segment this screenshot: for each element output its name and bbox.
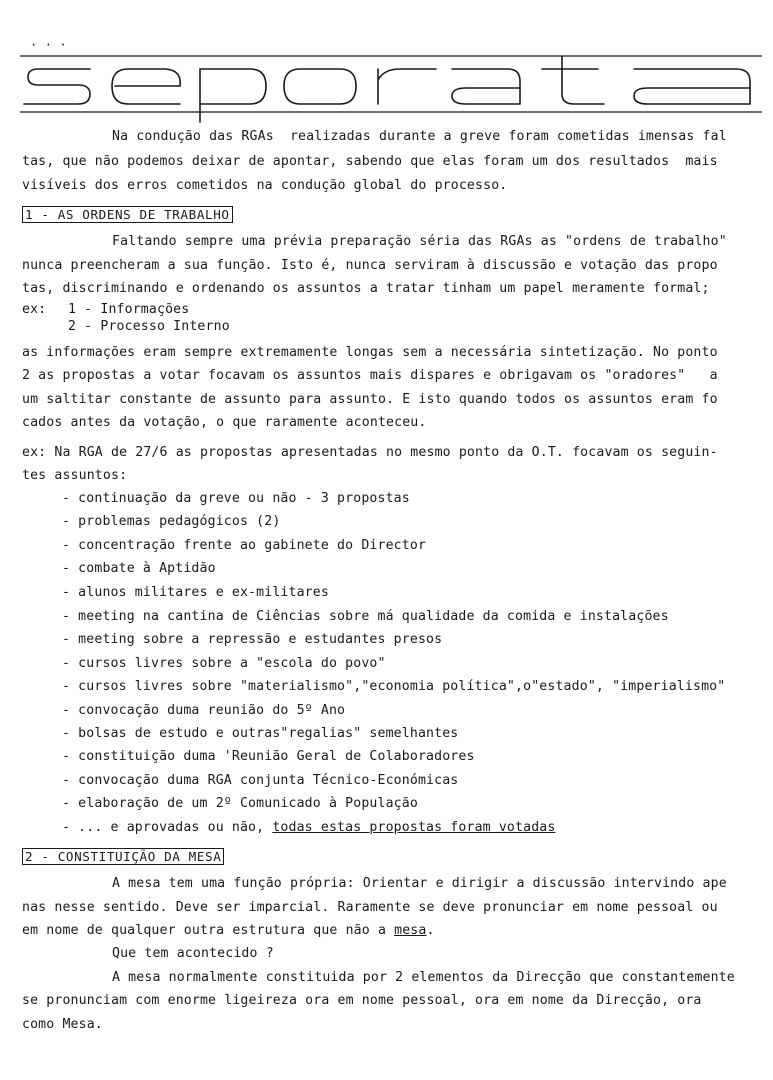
bullet-item: - combate à Aptidão — [62, 561, 216, 576]
intro-line-1: Na condução das RGAs realizadas durante a greve foram cometidas imensas fal — [112, 129, 727, 144]
intro-line-2: tas, que não podemos deixar de apontar, sabendo que elas foram um dos resultados mais — [22, 154, 718, 169]
intro-line-3: visíveis dos erros cometidos na condução global do processo. — [22, 178, 508, 193]
bullet-item: - meeting na cantina de Ciências sobre má qualidade da comida e instalações — [62, 609, 669, 624]
bullet-item: - bolsas de estudo e outras"regalias" semelhantes — [62, 726, 459, 741]
s1-para1-line-3: tas, discriminando e ordenando os assuntos a tratar tinham um papel meramente formal; — [22, 281, 710, 296]
bullet-item: - meeting sobre a repressão e estudantes presos — [62, 632, 443, 647]
bullet-item: - alunos militares e ex-militares — [62, 585, 329, 600]
s1-ex-label: ex: — [22, 302, 47, 317]
s1-ex-item-2: 2 - Processo Interno — [68, 319, 230, 334]
s1-para2-line-3: um saltitar constante de assunto para assunto. E isto quando todos os assuntos eram fo — [22, 392, 718, 407]
s2-para1-last-prefix: em nome de qualquer outra estrutura que não a — [22, 923, 395, 938]
s1-para3-line-1: ex: Na RGA de 27/6 as propostas apresentadas no mesmo ponto da O.T. focavam os seguin- — [22, 445, 718, 460]
s1-para2-line-4: cados antes da votação, o que raramente aconteceu. — [22, 415, 427, 430]
s2-question: Que tem acontecido ? — [112, 946, 274, 961]
masthead — [20, 36, 765, 126]
s1-para2-line-2: 2 as propostas a votar focavam os assuntos mais dispares e obrigavam os "oradores" a — [22, 368, 718, 383]
s1-para1-line-2: nunca preencheram a sua função. Isto é, nunca serviram à discussão e votação das propo — [22, 258, 718, 273]
bullet-item: - problemas pedagógicos (2) — [62, 514, 281, 529]
bullet-item: - convocação duma reunião do 5º Ano — [62, 703, 346, 718]
s1-para1-line-1: Faltando sempre uma prévia preparação séria das RGAs as "ordens de trabalho" — [112, 234, 727, 249]
s1-para2-line-1: as informações eram sempre extremamente longas sem a necessária sintetização. No ponto — [22, 345, 718, 360]
bullet-item-last — [62, 820, 555, 836]
masthead-marks: · · · — [30, 38, 67, 52]
bullet-item: - cursos livres sobre "materialismo","economia política",o"estado", "imperialismo" — [62, 679, 726, 694]
s2-para1-last-suffix: . — [426, 923, 435, 938]
s1-para3-line-2: tes assuntos: — [22, 468, 128, 483]
bullet-item: - constituição duma 'Reunião Geral de Colaboradores — [62, 749, 475, 764]
section-1-heading: 1 - AS ORDENS DE TRABALHO — [22, 206, 233, 223]
bullet-item: - elaboração de um 2º Comunicado à População — [62, 796, 418, 811]
s2-para1-line-1: A mesa tem uma função própria: Orientar e dirigir a discussão intervindo ape — [112, 876, 727, 891]
s2-para1-line-3 — [22, 923, 435, 939]
s2-para2-line-2: se pronunciam com enorme ligeireza ora em nome pessoal, ora em nome da Direcção, ora — [22, 993, 702, 1008]
last-bullet-prefix: - ... e aprovadas ou não, — [62, 820, 273, 835]
s2-para2-line-1: A mesa normalmente constituida por 2 elementos da Direcção que constantemente — [112, 970, 735, 985]
bullet-item: - continuação da greve ou não - 3 propostas — [62, 491, 410, 506]
bullet-item: - cursos livres sobre a "escola do povo" — [62, 656, 386, 671]
bullet-item: - convocação duma RGA conjunta Técnico-Económicas — [62, 773, 459, 788]
s2-para2-line-3: como Mesa. — [22, 1017, 103, 1032]
s2-para1-last-underlined: mesa — [394, 923, 427, 938]
s2-para1-line-2: nas nesse sentido. Deve ser imparcial. Raramente se deve pronunciar em nome pessoal ou — [22, 900, 718, 915]
section-2-heading: 2 - CONSTITUIÇÃO DA MESA — [22, 848, 224, 865]
s1-ex-item-1: 1 - Informações — [68, 302, 190, 317]
last-bullet-underlined: todas estas propostas foram votadas — [272, 820, 556, 835]
bullet-item: - concentração frente ao gabinete do Director — [62, 538, 427, 553]
masthead-logo — [20, 36, 765, 126]
